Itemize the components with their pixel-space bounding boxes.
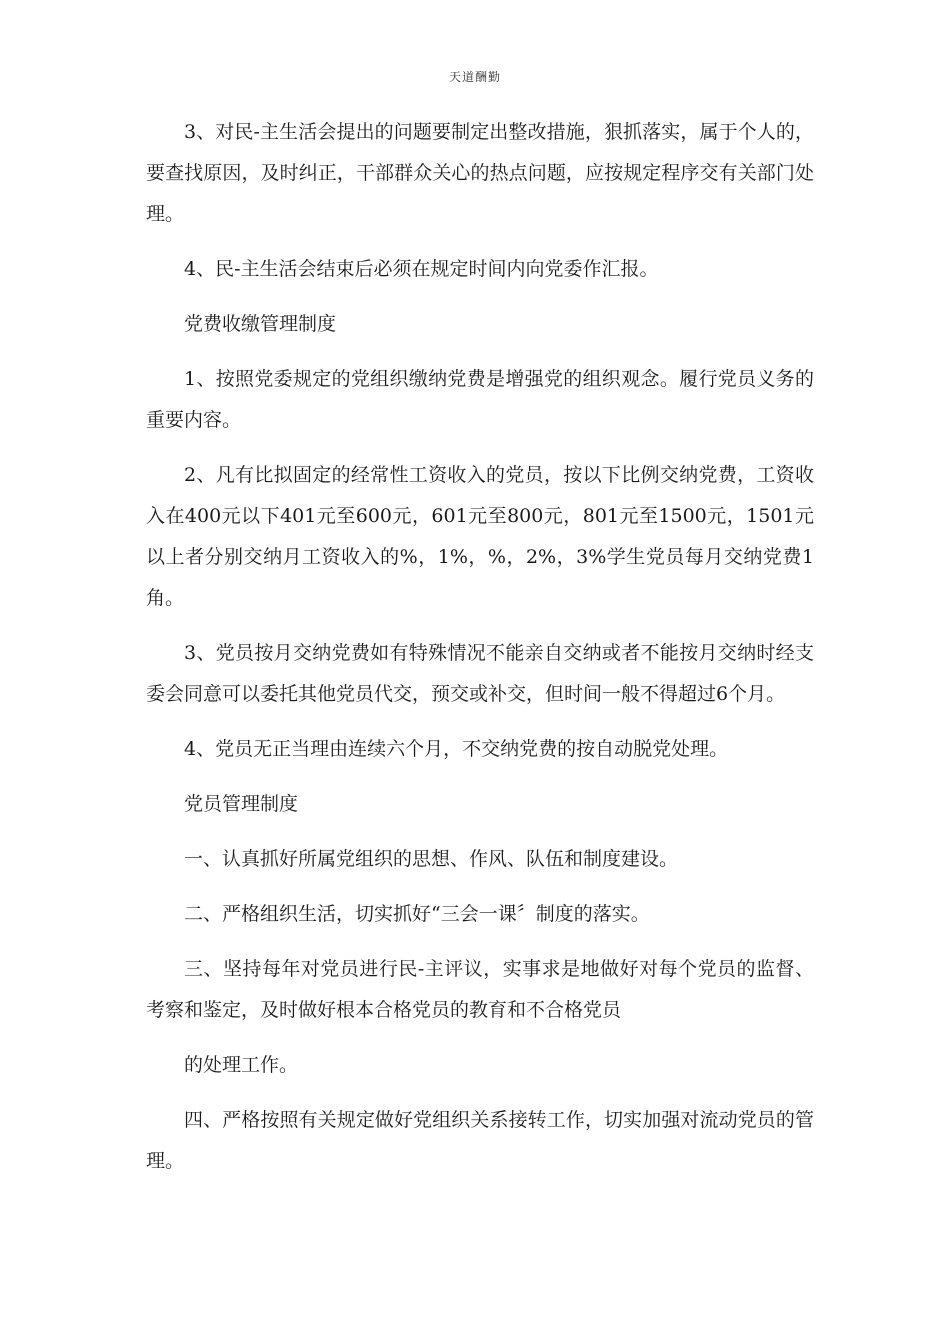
- paragraph-dues-1: 1、按照党委规定的党组织缴纳党费是增强党的组织观念。履行党员义务的重要内容。: [146, 368, 814, 431]
- paragraph-management-1: 一、认真抓好所属党组织的思想、作风、队伍和制度建设。: [184, 848, 679, 870]
- paragraph-management-4: 四、严格按照有关规定做好党组织关系接转工作，切实加强对流动党员的管理。: [146, 1109, 814, 1172]
- section-heading-member-management: 党员管理制度: [184, 793, 299, 815]
- paragraph-dues-2: 2、凡有比拟固定的经常性工资收入的党员，按以下比例交纳党费，工资收入在400元以下401元至600元，601元至800元，801元至1500元，1501元以上者分别交纳月工资收入的%，1%，%，2%，3%学生党员每月交纳党费1角。: [146, 464, 814, 609]
- paragraph-management-3: 三、坚持每年对党员进行民-主评议，实事求是地做好对每个党员的监督、考察和鉴定，及时做好根本合格党员的教育和不合格党员: [146, 958, 814, 1021]
- paragraph-management-3-continued: 的处理工作。: [184, 1054, 299, 1076]
- paragraph-democratic-life-3: 3、对民-主生活会提出的问题要制定出整改措施，狠抓落实，属于个人的，要查找原因，及时纠正，干部群众关心的热点问题，应按规定程序交有关部门处理。: [146, 121, 814, 225]
- paragraph-democratic-life-4: 4、民-主生活会结束后必须在规定时间内向党委作汇报。: [184, 258, 659, 280]
- paragraph-management-2: 二、严格组织生活，切实抓好“三会一课〞制度的落实。: [184, 903, 650, 925]
- section-heading-party-dues: 党费收缴管理制度: [184, 313, 337, 335]
- paragraph-dues-4: 4、党员无正当理由连续六个月，不交纳党费的按自动脱党处理。: [184, 738, 729, 760]
- paragraph-dues-3: 3、党员按月交纳党费如有特殊情况不能亲自交纳或者不能按月交纳时经支委会同意可以委托其他党员代交，预交或补交，但时间一般不得超过6个月。: [146, 642, 814, 705]
- page-header: 天道酬勤: [448, 70, 501, 84]
- document-body: [146, 112, 814, 1196]
